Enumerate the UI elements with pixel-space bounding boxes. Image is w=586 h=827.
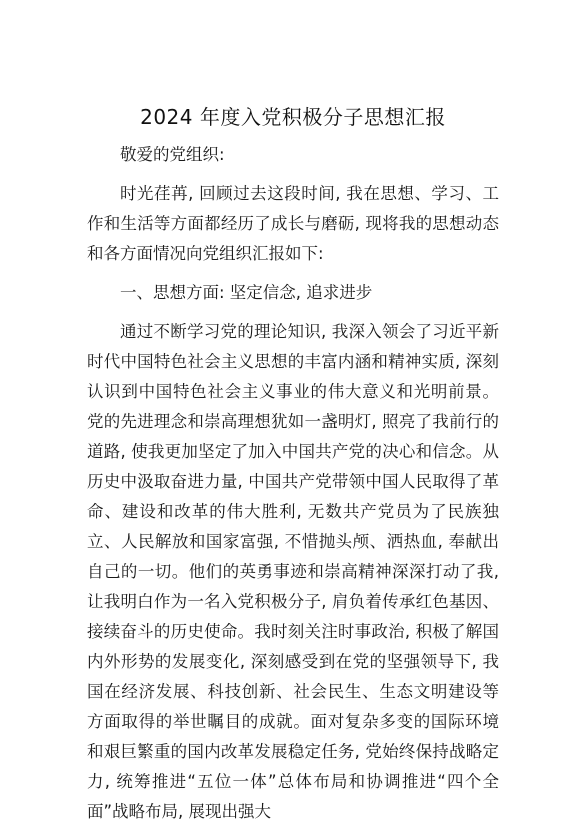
- document-title: 2024 年度入党积极分子思想汇报: [140, 105, 446, 129]
- section-heading: 一、思想方面: 坚定信念, 追求进步: [120, 283, 373, 302]
- document-body: [87, 140, 499, 827]
- salutation: 敬爱的党组织:: [120, 145, 225, 164]
- body-paragraph: 通过不断学习党的理论知识, 我深入领会了习近平新时代中国特色社会主义思想的丰富内涵和精神实质, 深刻认识到中国特色社会主义事业的伟大意义和光明前景。党的先进理念和崇高理想犹如一盏明灯, 照亮了我前行的道路, 使我更加坚定了加入中国共产党的决心和信念。从历史中汲取奋进力量, 中国共产党带领中国人民取得了革命、建设和改革的伟大胜利, 无数共产党员为了民族独立、人民解放和国家富强, 不惜抛头颅、洒热血, 奉献出自己的一切。他们的英勇事迹和崇高精神深深打动了我, 让我明白作为一名入党积极分子, 肩负着传承红色基因、接续奋斗的历史使命。我时刻关注时事政治, 积极了解国内外形势的发展变化, 深刻感受到在党的坚强领导下, 我国在经济发展、科技创新、社会民生、生态文明建设等方面取得的举世瞩目的成就。面对复杂多变的国际环境和艰巨繁重的国内改革发展稳定任务, 党始终保持战略定力, 统筹推进“五位一体”总体布局和协调推进“四个全面”战略布局, 展现出强大: [87, 322, 499, 821]
- intro-paragraph: 时光荏苒, 回顾过去这段时间, 我在思想、学习、工作和生活等方面都经历了成长与磨砺, 现将我的思想动态和各方面情况向党组织汇报如下:: [87, 184, 499, 263]
